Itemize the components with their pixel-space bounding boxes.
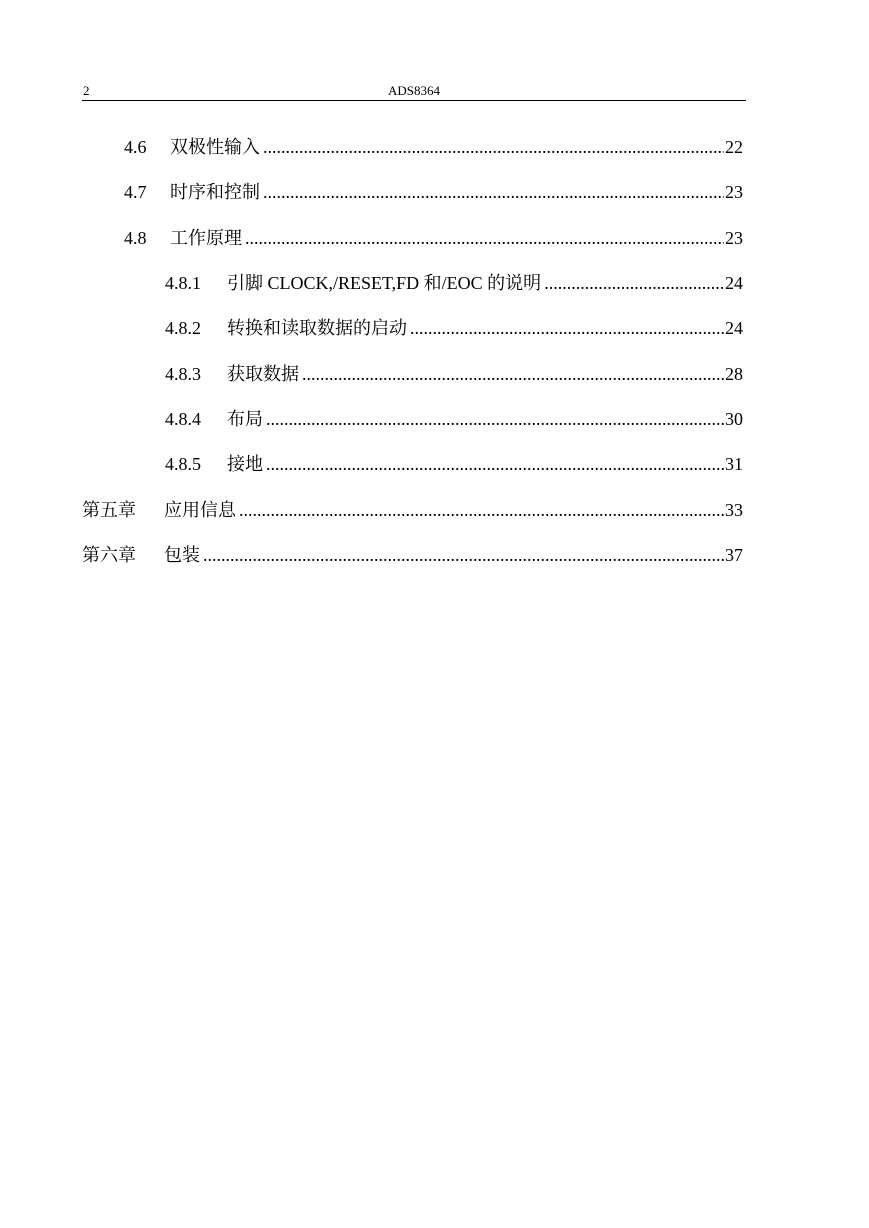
toc-entry-4-8-1[interactable] [165,271,743,295]
toc-entry-4-8-3[interactable] [165,362,743,386]
toc-entry-title: 引脚 CLOCK,/RESET,FD 和/EOC 的说明 [227,273,542,293]
toc-entry-4-6[interactable] [124,135,743,159]
toc-dot-leader [544,271,724,295]
toc-entry-page: 31 [725,454,743,474]
toc-entry-number: 4.8 [124,228,147,248]
toc-entry-page: 23 [725,228,743,248]
toc-entry-title: 双极性输入 [170,137,260,157]
toc-dot-leader [239,498,724,522]
toc-entry-number: 4.6 [124,137,147,157]
toc-entry-page: 24 [725,273,743,293]
toc-dot-leader [245,226,724,250]
toc-entry-title: 接地 [227,454,263,474]
toc-entry-page: 22 [725,137,743,157]
toc-entry-4-7[interactable] [124,180,743,204]
toc-entry-4-8-2[interactable] [165,316,743,340]
toc-entry-number: 4.7 [124,182,147,202]
toc-entry-chapter-6[interactable] [82,543,743,567]
header-page-number: 2 [83,83,90,98]
toc-dot-leader [266,407,724,431]
toc-entry-number: 第六章 [82,545,136,565]
toc-entry-4-8[interactable] [124,226,743,250]
toc-entry-title: 应用信息 [164,500,236,520]
toc-entry-title: 布局 [227,409,263,429]
toc-dot-leader [266,452,724,476]
toc-entry-page: 23 [725,182,743,202]
toc-entry-chapter-5[interactable] [82,498,743,522]
toc-entry-number: 4.8.1 [165,273,201,293]
toc-entry-title: 获取数据 [227,364,299,384]
toc-entry-number: 4.8.4 [165,409,201,429]
toc-entry-4-8-4[interactable] [165,407,743,431]
toc-entry-number: 第五章 [82,500,136,520]
toc-entry-title: 包装 [164,545,200,565]
toc-entry-page: 33 [725,500,743,520]
toc-entry-page: 30 [725,409,743,429]
toc-entry-number: 4.8.5 [165,454,201,474]
toc-dot-leader [203,543,724,567]
toc-entry-number: 4.8.3 [165,364,201,384]
toc-dot-leader [302,362,724,386]
toc-dot-leader [263,135,724,159]
toc-entry-number: 4.8.2 [165,318,201,338]
toc-entry-page: 37 [725,545,743,565]
toc-entry-title: 时序和控制 [170,182,260,202]
toc-entry-4-8-5[interactable] [165,452,743,476]
toc-dot-leader [263,180,724,204]
toc-entry-title: 转换和读取数据的启动 [227,318,407,338]
header-doc-title: ADS8364 [387,83,440,98]
toc-entry-page: 28 [725,364,743,384]
toc-dot-leader [410,316,724,340]
toc-entry-title: 工作原理 [170,228,242,248]
toc-entry-page: 24 [725,318,743,338]
